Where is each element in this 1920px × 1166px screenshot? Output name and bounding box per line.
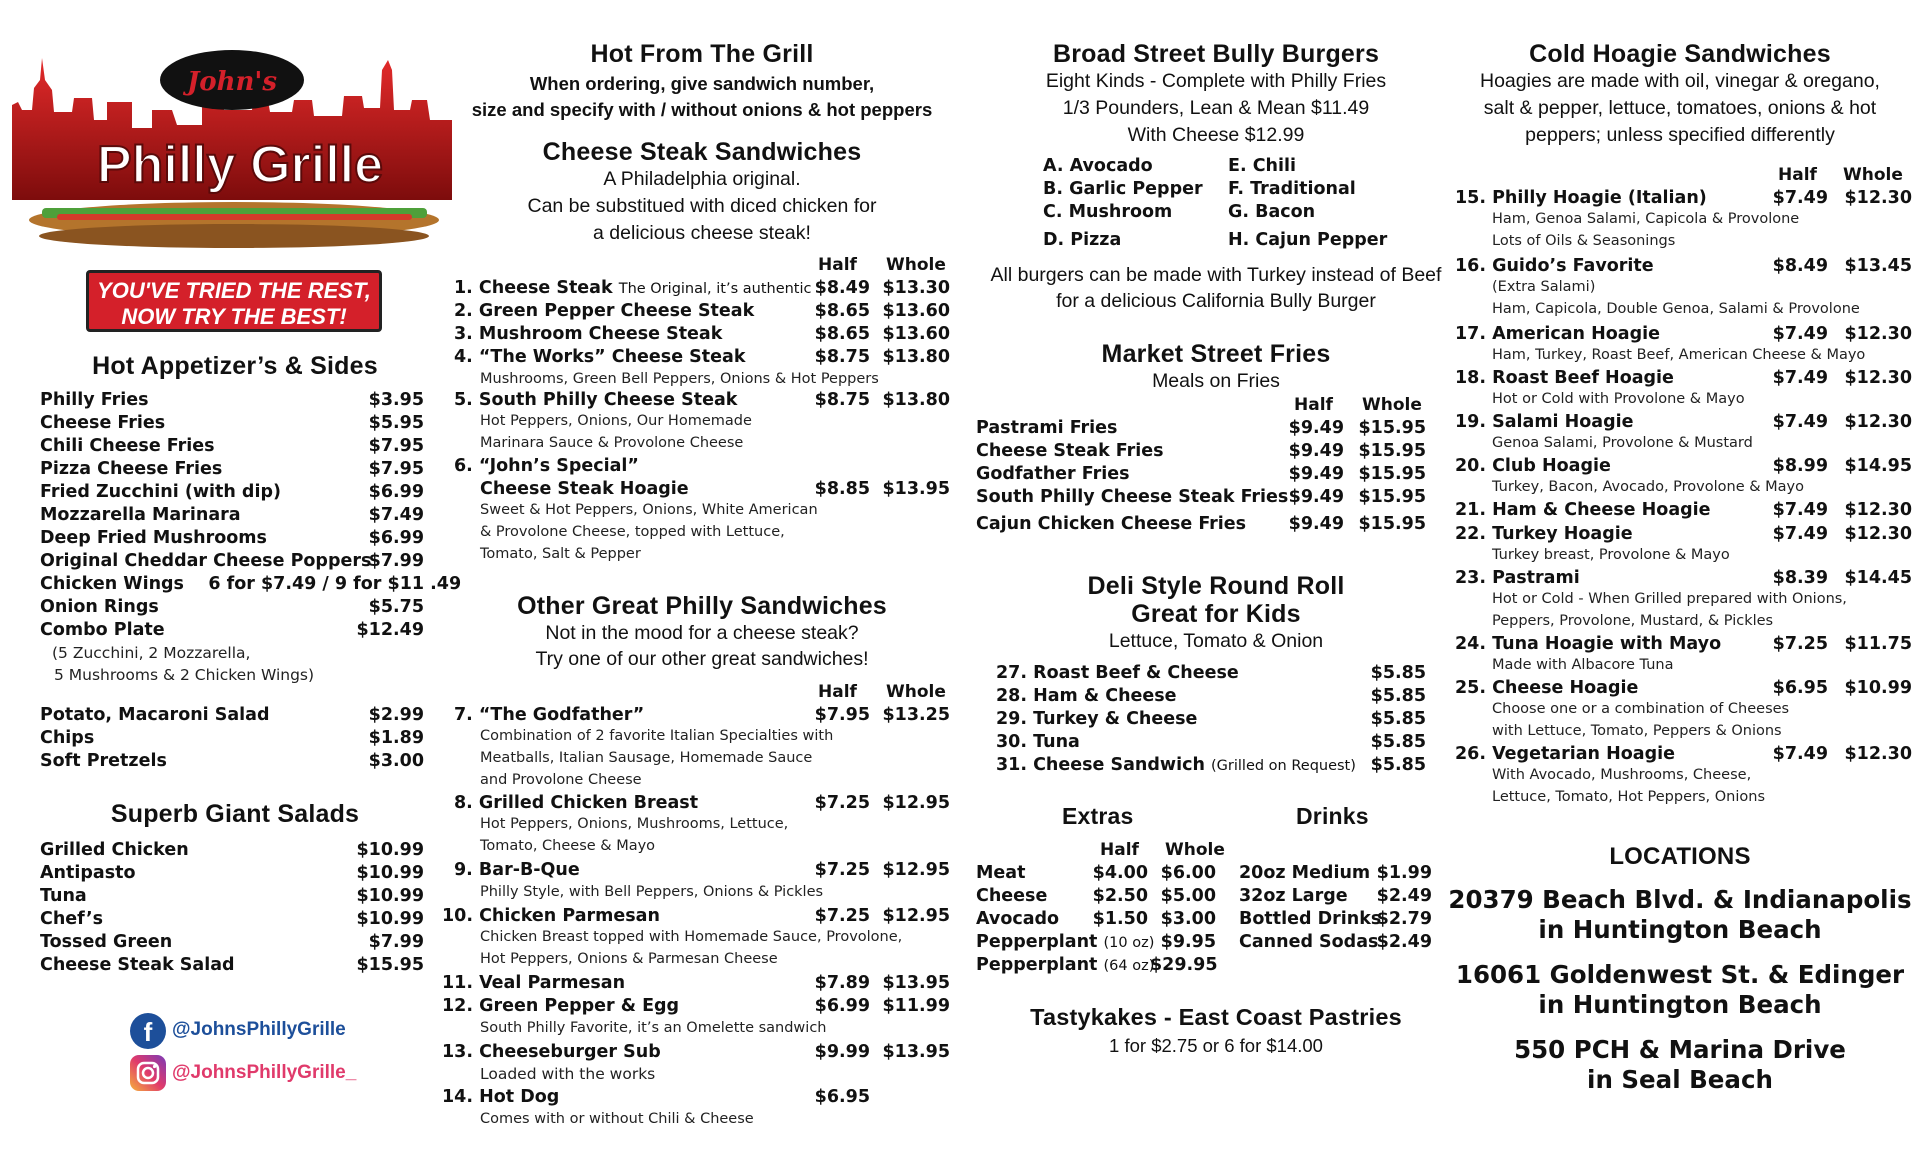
half-price: $7.25 (814, 860, 870, 880)
menu-item (996, 755, 1356, 775)
svg-text:f: f (143, 1017, 153, 1047)
item-desc: Hot or Cold with Provolone & Mayo (1492, 391, 1745, 407)
half-price: $9.49 (1288, 441, 1344, 461)
menu-item: Mozzarella Marinara (40, 505, 241, 525)
menu-item: Combo Plate (40, 620, 165, 640)
hoagies-title: Cold Hoagie Sandwiches (1529, 40, 1831, 68)
whole-price: $9.95 (1160, 932, 1216, 952)
menu-price: $7.99 (368, 551, 424, 571)
whole-price: $13.95 (882, 479, 950, 499)
menu-item: Canned Sodas (1239, 932, 1379, 952)
menu-item: 3. Mushroom Cheese Steak (454, 324, 723, 344)
whole-price: $14.95 (1844, 456, 1912, 476)
half-price: $2.50 (1092, 886, 1148, 906)
grill-title: Hot From The Grill (590, 40, 814, 68)
whole-header: Whole (1362, 395, 1422, 415)
whole-price: $12.30 (1844, 500, 1912, 520)
whole-price: $14.45 (1844, 568, 1912, 588)
whole-price: $13.60 (882, 301, 950, 321)
whole-price: $11.75 (1844, 634, 1912, 654)
item-desc: Peppers, Provolone, Mustard, & Pickles (1492, 613, 1774, 629)
half-header: Half (1778, 165, 1817, 185)
half-price: $8.75 (814, 347, 870, 367)
menu-price: $1.89 (368, 728, 424, 748)
item-desc: Marinara Sauce & Provolone Cheese (480, 435, 744, 451)
whole-price: $15.95 (1358, 418, 1426, 438)
menu-item: Grilled Chicken (40, 840, 189, 860)
burger-kind: E. Chili (1228, 156, 1296, 176)
half-price: $6.99 (814, 996, 870, 1016)
menu-price: $6.99 (368, 482, 424, 502)
whole-price: $5.00 (1160, 886, 1216, 906)
item-desc: With Avocado, Mushrooms, Cheese, (1492, 767, 1752, 783)
menu-item: 15. Philly Hoagie (Italian) (1455, 188, 1707, 208)
menu-item: 7. “The Godfather” (454, 705, 645, 725)
whole-price: $12.30 (1844, 324, 1912, 344)
burger-kind: C. Mushroom (1043, 202, 1173, 222)
menu-item: Chips (40, 728, 95, 748)
menu-item: Chef’s (40, 909, 104, 929)
whole-header: Whole (886, 255, 946, 275)
item-desc: Genoa Salami, Provolone & Mustard (1492, 435, 1753, 451)
menu-item: 16. Guido’s Favorite (1455, 256, 1654, 276)
burgers-sub-3: With Cheese $12.99 (1127, 124, 1305, 146)
burgers-note-2: for a delicious California Bully Burger (1056, 290, 1376, 312)
burgers-sub-2: 1/3 Pounders, Lean & Mean $11.49 (1062, 97, 1370, 119)
tastykakes-title: Tastykakes - East Coast Pastries (1030, 1004, 1402, 1030)
half-price: $7.49 (1772, 744, 1828, 764)
menu-item: Avocado (976, 909, 1060, 929)
deli-sub: Lettuce, Tomato & Onion (1108, 630, 1324, 652)
menu-price: $3.00 (368, 751, 424, 771)
menu-item: 8. Grilled Chicken Breast (454, 793, 699, 813)
menu-item: 23. Pastrami (1455, 568, 1580, 588)
facebook-handle[interactable]: @JohnsPhillyGrille (172, 1019, 346, 1040)
extras-title: Extras (1062, 803, 1134, 829)
item-desc: Tomato, Salt & Pepper (480, 546, 641, 562)
whole-price: $15.95 (1358, 441, 1426, 461)
menu-price: $2.49 (1376, 932, 1432, 952)
item-desc: Comes with or without Chili & Cheese (480, 1111, 754, 1127)
menu-item: Cheese Steak Hoagie (480, 479, 689, 499)
appetizers-title: Hot Appetizer’s & Sides (92, 352, 378, 380)
menu-item: 27. Roast Beef & Cheese (996, 663, 1239, 683)
location-3-street: 550 PCH & Marina Drive (1514, 1035, 1846, 1064)
philly-skyline-logo (12, 50, 452, 255)
menu-item: 19. Salami Hoagie (1455, 412, 1634, 432)
item-desc: Mushrooms, Green Bell Peppers, Onions & Hot Peppers (480, 371, 879, 387)
item-desc: Loaded with the works (480, 1065, 656, 1083)
menu-item: 5. South Philly Cheese Steak (454, 390, 738, 410)
whole-price: $12.30 (1844, 412, 1912, 432)
menu-item: South Philly Cheese Steak Fries (976, 487, 1289, 507)
menu-price: $5.95 (368, 413, 424, 433)
menu-item: Chili Cheese Fries (40, 436, 215, 456)
menu-item: Cheese Steak Fries (976, 441, 1164, 461)
burger-kind: B. Garlic Pepper (1043, 179, 1203, 199)
menu-price: $6.99 (368, 528, 424, 548)
whole-price: $12.30 (1844, 744, 1912, 764)
location-2-street: 16061 Goldenwest St. & Edinger (1455, 960, 1905, 989)
menu-item: Pastrami Fries (976, 418, 1118, 438)
slogan-line-2: NOW TRY THE BEST! (121, 304, 347, 329)
half-price: $9.49 (1288, 514, 1344, 534)
menu-item (454, 278, 812, 298)
item-note: (Grilled on Request) (1211, 758, 1356, 774)
menu-item: Cheese Steak Salad (40, 955, 235, 975)
svg-text:Philly Grille: Philly Grille (96, 136, 384, 194)
item-desc: Ham, Capicola, Double Genoa, Salami & Provolone (1492, 301, 1860, 317)
slogan-line-1: YOU'VE TRIED THE REST, (97, 278, 371, 303)
item-desc: Combination of 2 favorite Italian Specialties with (480, 728, 834, 744)
location-1-street: 20379 Beach Blvd. & Indianapolis (1448, 885, 1912, 914)
deli-title-2: Great for Kids (1131, 600, 1301, 628)
menu-item: 2. Green Pepper Cheese Steak (454, 301, 755, 321)
menu-price: $5.85 (1370, 709, 1426, 729)
half-header: Half (1294, 395, 1333, 415)
grill-instructions-2: size and specify with / without onions & hot peppers (471, 99, 933, 120)
whole-price: $12.95 (882, 906, 950, 926)
menu-item: 18. Roast Beef Hoagie (1455, 368, 1674, 388)
half-price: $7.95 (814, 705, 870, 725)
item-desc: Chicken Breast topped with Homemade Sauce, Provolone, (480, 929, 903, 945)
half-price: $6.95 (1772, 678, 1828, 698)
menu-item: 24. Tuna Hoagie with Mayo (1455, 634, 1722, 654)
item-name: 1. Cheese Steak (454, 278, 613, 298)
whole-price: $6.00 (1160, 863, 1216, 883)
half-price: $1.50 (1092, 909, 1148, 929)
menu-item: 20oz Medium (1239, 863, 1371, 883)
burger-kind: H. Cajun Pepper (1228, 230, 1388, 250)
menu-price: $7.99 (368, 932, 424, 952)
whole-header: Whole (1843, 165, 1903, 185)
half-price: $7.25 (1772, 634, 1828, 654)
half-price: $9.49 (1288, 487, 1344, 507)
deli-title-1: Deli Style Round Roll (1087, 572, 1345, 600)
item-desc: Meatballs, Italian Sausage, Homemade Sauce (480, 750, 813, 766)
item-desc: Ham, Turkey, Roast Beef, American Cheese & Mayo (1492, 347, 1866, 363)
hoagies-sub-2: salt & pepper, lettuce, tomatoes, onions & hot (1483, 97, 1877, 119)
menu-item: 22. Turkey Hoagie (1455, 524, 1633, 544)
location-3-city: in Seal Beach (1587, 1065, 1773, 1094)
other-sub-2: Try one of our other great sandwiches! (535, 648, 869, 670)
item-desc: and Provolone Cheese (480, 772, 642, 788)
half-price: $7.49 (1772, 500, 1828, 520)
menu-item: 21. Ham & Cheese Hoagie (1455, 500, 1711, 520)
item-note: The Original, it’s authentic (618, 281, 812, 297)
grill-instructions-1: When ordering, give sandwich number, (529, 73, 875, 94)
menu-item: Potato, Macaroni Salad (40, 705, 270, 725)
whole-price: $10.99 (1844, 678, 1912, 698)
half-price: $7.49 (1772, 412, 1828, 432)
salads-title: Superb Giant Salads (110, 800, 360, 828)
burger-kind: A. Avocado (1043, 156, 1153, 176)
whole-price: $12.95 (882, 860, 950, 880)
menu-item: 32oz Large (1239, 886, 1348, 906)
whole-header: Whole (886, 682, 946, 702)
menu-price: $5.85 (1370, 663, 1426, 683)
menu-item: 11. Veal Parmesan (442, 973, 626, 993)
facebook-icon[interactable] (130, 1013, 166, 1049)
half-price: $9.99 (814, 1042, 870, 1062)
menu-item: 4. “The Works” Cheese Steak (454, 347, 746, 367)
half-price: $7.49 (1772, 524, 1828, 544)
drinks-title: Drinks (1296, 803, 1369, 829)
location-3 (1440, 1035, 1920, 1095)
menu-item: 26. Vegetarian Hoagie (1455, 744, 1675, 764)
menu-price: $5.85 (1370, 732, 1426, 752)
menu-item: Cheese (976, 886, 1048, 906)
other-sub-1: Not in the mood for a cheese steak? (545, 622, 859, 644)
whole-price: $15.95 (1358, 514, 1426, 534)
menu-item: 12. Green Pepper & Egg (442, 996, 680, 1016)
whole-price: $12.95 (882, 793, 950, 813)
item-name: 31. Cheese Sandwich (996, 755, 1205, 775)
half-price: $7.49 (1772, 368, 1828, 388)
cheesesteak-sub-3: a delicious cheese steak! (593, 222, 811, 244)
half-price: $4.00 (1092, 863, 1148, 883)
half-price: $6.95 (814, 1087, 870, 1107)
menu-item: Soft Pretzels (40, 751, 167, 771)
item-desc: Turkey breast, Provolone & Mayo (1492, 547, 1730, 563)
item-desc: Made with Albacore Tuna (1492, 657, 1674, 673)
whole-price: $13.95 (882, 973, 950, 993)
menu-price: $12.49 (356, 620, 424, 640)
menu-price: $1.99 (1376, 863, 1432, 883)
whole-header: Whole (1165, 840, 1225, 860)
instagram-handle[interactable]: @JohnsPhillyGrille_ (172, 1062, 357, 1083)
item-desc: Sweet & Hot Peppers, Onions, White American (480, 502, 818, 518)
item-desc: Ham, Genoa Salami, Capicola & Provolone (1492, 211, 1800, 227)
instagram-icon[interactable] (130, 1055, 166, 1091)
half-price: $8.85 (814, 479, 870, 499)
item-note: (10 oz) (1103, 935, 1155, 951)
menu-item: 10. Chicken Parmesan (442, 906, 660, 926)
menu-item: 28. Ham & Cheese (996, 686, 1177, 706)
menu-price: $10.99 (356, 840, 424, 860)
burgers-note-1: All burgers can be made with Turkey instead of Beef (990, 264, 1442, 286)
item-desc: & Provolone Cheese, topped with Lettuce, (480, 524, 785, 540)
item-desc: Choose one or a combination of Cheeses (1492, 701, 1790, 717)
menu-price: $10.99 (356, 863, 424, 883)
menu-price: $3.95 (368, 390, 424, 410)
whole-price: $13.95 (882, 1042, 950, 1062)
menu-item: Fried Zucchini (with dip) (40, 482, 281, 502)
whole-price: $15.95 (1358, 487, 1426, 507)
item-desc: with Lettuce, Tomato, Peppers & Onions (1492, 723, 1782, 739)
menu-item: Antipasto (40, 863, 136, 883)
burgers-sub-1: Eight Kinds - Complete with Philly Fries (1045, 70, 1387, 92)
item-desc: Hot Peppers, Onions, Mushrooms, Lettuce, (480, 816, 789, 832)
item-desc: Turkey, Bacon, Avocado, Provolone & Mayo (1492, 479, 1805, 495)
half-price: $8.65 (814, 324, 870, 344)
combo-desc: 5 Mushrooms & 2 Chicken Wings) (54, 666, 315, 684)
cheesesteak-sub-1: A Philadelphia original. (603, 168, 801, 190)
whole-price: $3.00 (1160, 909, 1216, 929)
item-name: Pepperplant (976, 932, 1098, 952)
cheesesteak-title: Cheese Steak Sandwiches (542, 138, 862, 166)
location-2 (1440, 960, 1920, 1020)
cheesesteak-sub-2: Can be substitued with diced chicken for (527, 195, 877, 217)
hoagies-sub-3: peppers; unless specified differently (1525, 124, 1835, 146)
menu-item: Pizza Cheese Fries (40, 459, 223, 479)
location-1 (1440, 885, 1920, 945)
half-price: $9.49 (1288, 418, 1344, 438)
item-desc: Lots of Oils & Seasonings (1492, 233, 1676, 249)
half-price: $7.89 (814, 973, 870, 993)
menu-item: Onion Rings (40, 597, 159, 617)
half-price: $7.25 (814, 793, 870, 813)
menu-item: Meat (976, 863, 1026, 883)
menu-price: $10.99 (356, 886, 424, 906)
menu-item: 6. “John’s Special” (454, 456, 639, 476)
half-header: Half (1100, 840, 1139, 860)
whole-price: $29.95 (1150, 955, 1218, 975)
menu-item: 17. American Hoagie (1455, 324, 1660, 344)
burgers-title: Broad Street Bully Burgers (1052, 40, 1380, 68)
menu-price: $5.85 (1370, 686, 1426, 706)
menu-price: $7.49 (368, 505, 424, 525)
menu-item (976, 932, 1154, 952)
menu-item: Godfather Fries (976, 464, 1130, 484)
menu-item: 13. Cheeseburger Sub (442, 1042, 661, 1062)
item-desc: South Philly Favorite, it’s an Omelette sandwich (480, 1020, 827, 1036)
item-desc: Hot or Cold - When Grilled prepared with Onions, (1492, 591, 1847, 607)
menu-item: 9. Bar-B-Que (454, 860, 580, 880)
burger-kind: F. Traditional (1228, 179, 1356, 199)
menu-price: $2.49 (1376, 886, 1432, 906)
menu-item: 14. Hot Dog (442, 1087, 560, 1107)
whole-price: $13.80 (882, 390, 950, 410)
menu-item: 25. Cheese Hoagie (1455, 678, 1639, 698)
menu-item: Deep Fried Mushrooms (40, 528, 267, 548)
burger-kind: D. Pizza (1043, 230, 1122, 250)
combo-desc: (5 Zucchini, 2 Mozzarella, (52, 644, 251, 662)
half-price: $9.49 (1288, 464, 1344, 484)
fries-sub: Meals on Fries (1152, 370, 1280, 392)
menu-price: $5.85 (1370, 755, 1426, 775)
half-price: $8.65 (814, 301, 870, 321)
half-header: Half (818, 682, 857, 702)
item-desc: Hot Peppers, Onions & Parmesan Cheese (480, 951, 778, 967)
hoagies-sub-1: Hoagies are made with oil, vinegar & oregano, (1480, 70, 1880, 92)
half-price: $8.39 (1772, 568, 1828, 588)
half-price: $8.99 (1772, 456, 1828, 476)
menu-price: $2.79 (1376, 909, 1432, 929)
menu-price: $7.95 (368, 459, 424, 479)
half-price: $7.25 (814, 906, 870, 926)
whole-price: $12.30 (1844, 368, 1912, 388)
whole-price: $12.30 (1844, 188, 1912, 208)
location-1-city: in Huntington Beach (1538, 915, 1822, 944)
menu-price: $5.75 (368, 597, 424, 617)
menu-item: 29. Turkey & Cheese (996, 709, 1198, 729)
slogan-banner (86, 270, 382, 332)
half-price: $7.49 (1772, 324, 1828, 344)
whole-price: $13.25 (882, 705, 950, 725)
menu-price: $2.99 (368, 705, 424, 725)
menu-item: 30. Tuna (996, 732, 1080, 752)
whole-price: $13.30 (882, 278, 950, 298)
whole-price: $15.95 (1358, 464, 1426, 484)
item-desc: Tomato, Cheese & Mayo (480, 838, 656, 854)
other-title: Other Great Philly Sandwiches (517, 592, 887, 620)
menu-item: 20. Club Hoagie (1455, 456, 1611, 476)
whole-price: $12.30 (1844, 524, 1912, 544)
svg-text:John's: John's (186, 67, 278, 97)
item-note: (64 oz) (1103, 958, 1155, 974)
item-desc: Lettuce, Tomato, Hot Peppers, Onions (1492, 789, 1765, 805)
fries-title: Market Street Fries (1101, 340, 1331, 368)
menu-price: $7.95 (368, 436, 424, 456)
item-desc: Philly Style, with Bell Peppers, Onions & Pickles (480, 884, 824, 900)
menu-item: Philly Fries (40, 390, 149, 410)
whole-price: $11.99 (882, 996, 950, 1016)
tastykakes-sub: 1 for $2.75 or 6 for $14.00 (1109, 1035, 1323, 1056)
menu-item: Tossed Green (40, 932, 173, 952)
menu-item: Chicken Wings 6 for $7.49 / 9 for $11 .49 (40, 574, 462, 594)
menu-item: Cheese Fries (40, 413, 166, 433)
item-desc: Hot Peppers, Onions, Our Homemade (480, 413, 752, 429)
item-desc: (Extra Salami) (1492, 279, 1596, 295)
item-name: Pepperplant (976, 955, 1098, 975)
whole-price: $13.80 (882, 347, 950, 367)
half-price: $8.75 (814, 390, 870, 410)
half-price: $8.49 (1772, 256, 1828, 276)
menu-item (976, 955, 1154, 975)
whole-price: $13.45 (1844, 256, 1912, 276)
menu-price: $10.99 (356, 909, 424, 929)
half-price: $7.49 (1772, 188, 1828, 208)
location-2-city: in Huntington Beach (1538, 990, 1822, 1019)
menu-item: Tuna (40, 886, 87, 906)
menu-item: Cajun Chicken Cheese Fries (976, 514, 1247, 534)
half-header: Half (818, 255, 857, 275)
logo (12, 50, 452, 255)
half-price: $8.49 (814, 278, 870, 298)
burger-kind: G. Bacon (1228, 202, 1316, 222)
menu-item: Original Cheddar Cheese Poppers (40, 551, 372, 571)
whole-price: $13.60 (882, 324, 950, 344)
locations-title: LOCATIONS (1609, 843, 1751, 870)
menu-item: Bottled Drinks (1239, 909, 1382, 929)
menu-price: $15.95 (356, 955, 424, 975)
